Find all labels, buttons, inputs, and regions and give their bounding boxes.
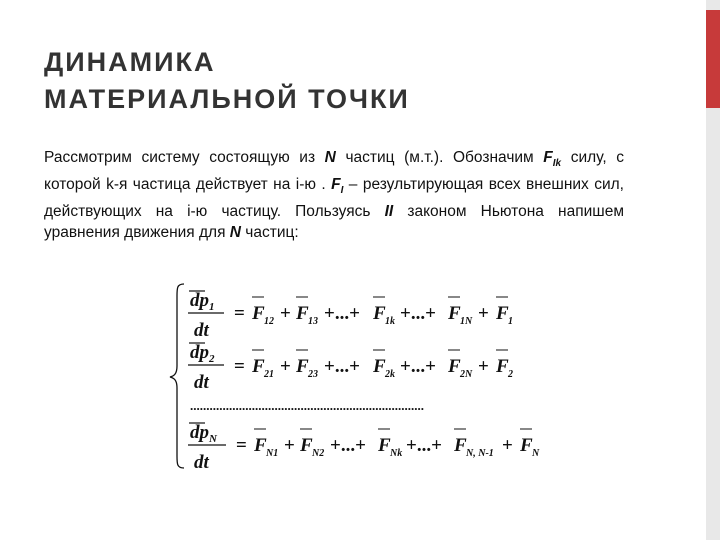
plus-sign: + xyxy=(478,303,489,324)
force-subscript: 23 xyxy=(308,369,318,380)
force-F: F xyxy=(496,303,509,324)
title-line-2: МАТЕРИАЛЬНОЙ ТОЧКИ xyxy=(44,84,410,114)
plus-sign: + xyxy=(280,303,291,324)
force-F: F xyxy=(373,303,386,324)
plus-dots: +...+ xyxy=(406,435,442,456)
para-text: частиц: xyxy=(240,224,299,242)
equation-system xyxy=(168,280,588,475)
force-subscript: 1k xyxy=(385,316,395,327)
force-F: F xyxy=(296,356,309,377)
force-subscript: 2N xyxy=(460,369,473,380)
force-F: F xyxy=(252,303,265,324)
rowN-terms xyxy=(253,429,540,459)
force-F: F xyxy=(378,435,391,456)
para-N: N xyxy=(324,149,336,166)
plus-dots: +...+ xyxy=(324,303,360,324)
force-F: F xyxy=(373,356,386,377)
para-text: частиц (м.т.). Обозначим xyxy=(335,149,544,166)
force-subscript: 21 xyxy=(264,369,274,380)
plus-dots: +...+ xyxy=(330,435,366,456)
title-line-1: ДИНАМИКА xyxy=(44,47,216,77)
dotted-separator: ........................................................................ xyxy=(190,398,424,413)
plus-sign: + xyxy=(502,435,513,456)
dp2: $dp_2$ xyxy=(190,342,215,365)
force-subscript: N, N-1 xyxy=(466,448,494,459)
para-F-sub: Ik xyxy=(552,158,562,170)
plus-dots: +...+ xyxy=(400,303,436,324)
force-subscript: Nk xyxy=(390,448,403,459)
plus-sign: + xyxy=(280,356,291,377)
para-text: Рассмотрим системy состоящую из xyxy=(44,149,325,166)
para-F: F xyxy=(543,149,553,166)
force-F: F xyxy=(252,356,265,377)
dt: dt xyxy=(194,452,209,473)
para-Fi: F xyxy=(331,176,341,194)
slide-title xyxy=(44,44,664,118)
row1-terms xyxy=(251,297,513,327)
force-F: F xyxy=(296,303,309,324)
plus-dots: +...+ xyxy=(400,356,436,377)
para-Fi-sub: I xyxy=(340,185,344,197)
para-text: силу, с которой k-я частица действует на i-ю . xyxy=(44,149,624,194)
force-subscript: 2k xyxy=(385,369,395,380)
row2-terms xyxy=(251,350,513,380)
force-subscript: 2 xyxy=(508,369,513,380)
force-subscript: N xyxy=(532,448,540,459)
plus-sign: + xyxy=(478,356,489,377)
system-brace xyxy=(170,284,184,468)
force-F: F xyxy=(496,356,509,377)
slide-accent-mark xyxy=(706,10,720,108)
force-subscript: 1N xyxy=(460,316,473,327)
para-II: II xyxy=(384,203,394,221)
plus-dots: +...+ xyxy=(324,356,360,377)
force-subscript: N1 xyxy=(266,448,279,459)
dt: dt xyxy=(194,320,209,341)
para-N: N xyxy=(229,224,241,242)
force-subscript: N2 xyxy=(312,448,325,459)
force-F: F xyxy=(520,435,533,456)
force-F: F xyxy=(454,435,467,456)
para-text: – результирующая всех внешних сил, действующих на i-ю частицу. Пользуясь xyxy=(44,176,624,221)
equals-sign: = xyxy=(234,356,245,377)
force-F: F xyxy=(254,435,267,456)
dp1: $dp_1$ xyxy=(190,290,215,313)
force-subscript: 13 xyxy=(308,316,318,327)
force-F: F xyxy=(448,303,461,324)
force-subscript: 1 xyxy=(508,316,513,327)
equals-sign: = xyxy=(236,435,247,456)
equals-sign: = xyxy=(234,303,245,324)
para-text: законом Ньютона напишем уравнения движения для xyxy=(44,203,624,242)
force-F: F xyxy=(300,435,313,456)
plus-sign: + xyxy=(284,435,295,456)
dpN: $dp_N$ xyxy=(190,422,217,445)
force-subscript: 12 xyxy=(264,316,274,327)
body-paragraph xyxy=(44,147,624,243)
dt: dt xyxy=(194,372,209,393)
force-F: F xyxy=(448,356,461,377)
